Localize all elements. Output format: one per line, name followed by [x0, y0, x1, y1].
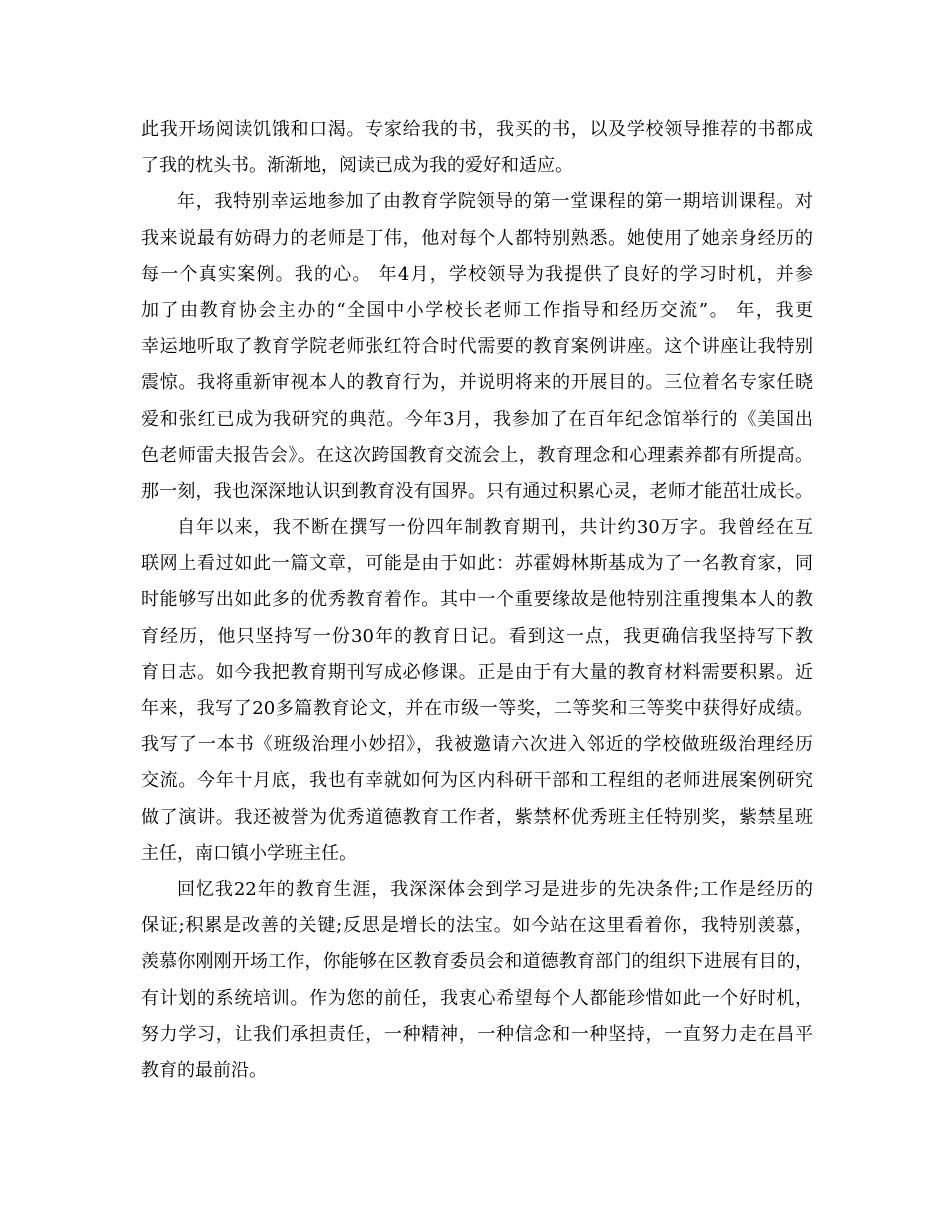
text-line: 我写了一本书《班级治理小妙招》，我被邀请六次进入邻近的学校做班级治理经历: [141, 734, 813, 756]
text-line: 此我开场阅读饥饿和口渴。专家给我的书，我买的书，以及学校领导推荐的书都成: [141, 119, 813, 140]
paragraph-first-line: 自年以来，我不断在撰写一份四年制教育期刊，共计约30万字。我曾经在互: [177, 517, 813, 539]
paragraph-first-line: 回忆我22年的教育生涯，我深深体会到学习是进步的先决条件;工作是经历的: [177, 878, 813, 900]
text-line: 羡慕你刚刚开场工作，你能够在区教育委员会和道德教育部门的组织下进展有目的，: [141, 951, 813, 973]
text-line: 努力学习，让我们承担责任，一种精神，一种信念和一种坚持，一直努力走在昌平: [141, 1023, 813, 1045]
text-line: 做了演讲。我还被誉为优秀道德教育工作者，紫禁杯优秀班主任特别奖，紫禁星班: [141, 806, 813, 828]
text-line: 加了由教育协会主办的“全国中小学校长老师工作指导和经历交流”。 年，我更: [141, 299, 813, 321]
paragraph-first-line: 年，我特别幸运地参加了由教育学院领导的第一堂课程的第一期培训课程。对: [177, 191, 813, 213]
text-line: 了我的枕头书。渐渐地，阅读已成为我的爱好和适应。: [141, 155, 573, 177]
text-line: 育日志。如今我把教育期刊写成必修课。正是由于有大量的教育材料需要积累。近: [141, 661, 813, 683]
text-line: 震惊。我将重新审视本人的教育行为，并说明将来的开展目的。三位着名专家任晓: [141, 372, 813, 394]
text-line: 时能够写出如此多的优秀教育着作。其中一个重要缘故是他特别注重搜集本人的教: [141, 589, 813, 611]
text-line: 色老师雷夫报告会》。在这次跨国教育交流会上，教育理念和心理素养都有所提高。: [141, 444, 813, 466]
text-line: 联网上看过如此一篇文章，可能是由于如此：苏霍姆林斯基成为了一名教育家，同: [141, 553, 813, 575]
text-line: 教育的最前沿。: [141, 1059, 267, 1081]
text-line: 保证;积累是改善的关键;反思是增长的法宝。如今站在这里看着你，我特别羡慕，: [141, 915, 813, 937]
text-line: 那一刻，我也深深地认识到教育没有国界。只有通过积累心灵，老师才能茁壮成长。: [141, 480, 813, 502]
text-line: 育经历，他只坚持写一份30年的教育日记。看到这一点，我更确信我坚持写下教: [141, 625, 813, 647]
text-line: 我来说最有妨碍力的老师是丁伟，他对每个人都特别熟悉。她使用了她亲身经历的: [141, 227, 813, 249]
text-line: 交流。今年十月底，我也有幸就如何为区内科研干部和工程组的老师进展案例研究: [141, 770, 813, 792]
document-body: [141, 112, 813, 1089]
text-line: 有计划的系统培训。作为您的前任，我衷心希望每个人都能珍惜如此一个好时机，: [141, 987, 813, 1009]
text-line: 每一个真实案例。我的心。 年4月，学校领导为我提供了良好的学习时机，并参: [141, 263, 813, 285]
text-line: 爱和张红已成为我研究的典范。今年3月，我参加了在百年纪念馆举行的《美国出: [141, 408, 813, 430]
text-line: 幸运地听取了教育学院老师张红符合时代需要的教育案例讲座。这个讲座让我特别: [141, 336, 813, 358]
text-line: 主任，南口镇小学班主任。: [141, 842, 357, 864]
text-line: 年来，我写了20多篇教育论文，并在市级一等奖，二等奖和三等奖中获得好成绩。: [141, 698, 813, 719]
